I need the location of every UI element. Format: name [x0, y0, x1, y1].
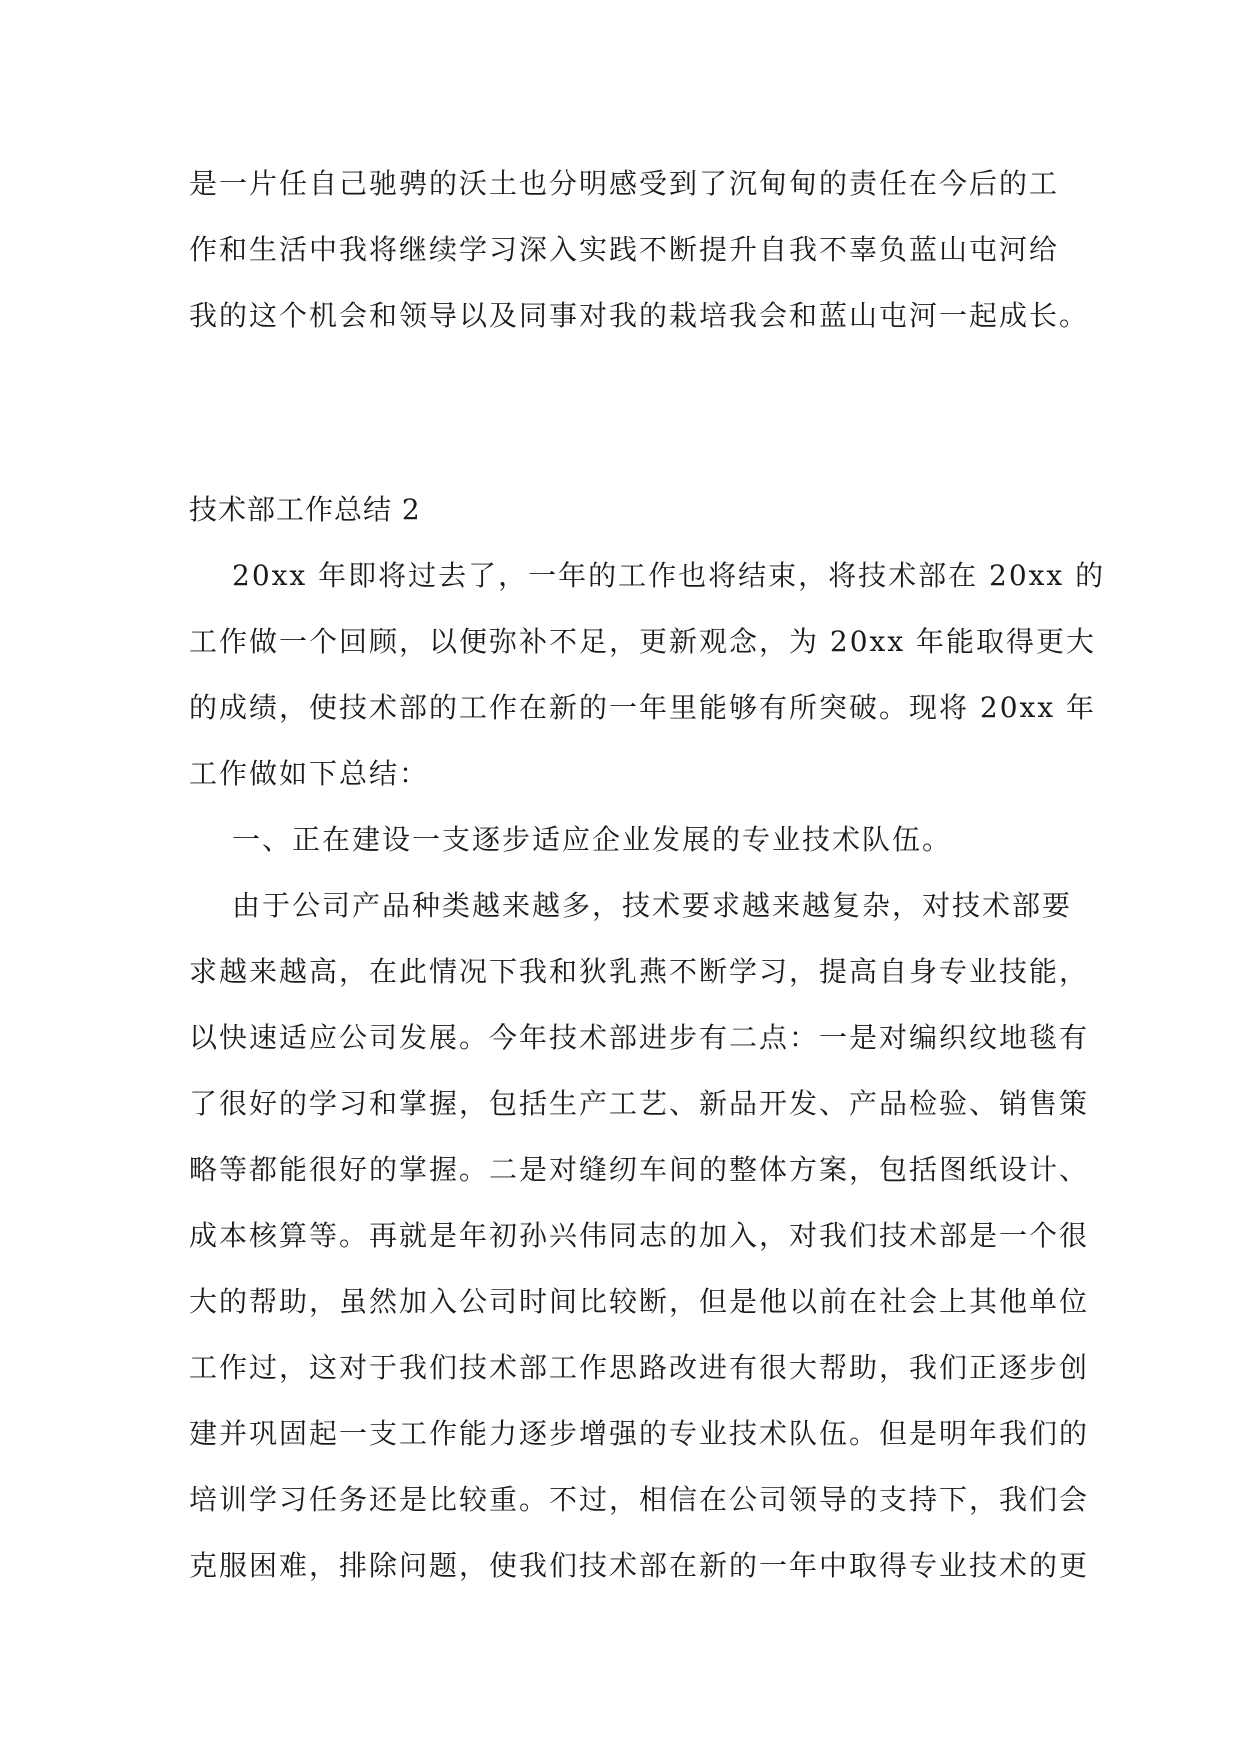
paragraph-line: 工作做如下总结：: [189, 757, 430, 790]
paragraph-line: 了很好的学习和掌握，包括生产工艺、新品开发、产品检验、销售策: [189, 1087, 1090, 1120]
paragraph-line: 建并巩固起一支工作能力逐步增强的专业技术队伍。但是明年我们的: [189, 1417, 1090, 1450]
paragraph-line: 求越来越高，在此情况下我和狄乳燕不断学习，提高自身专业技能，: [189, 955, 1090, 988]
paragraph-line: 培训学习任务还是比较重。不过，相信在公司领导的支持下，我们会: [189, 1483, 1090, 1516]
paragraph-line: 略等都能很好的掌握。二是对缝纫车间的整体方案，包括图纸设计、: [189, 1153, 1090, 1186]
paragraph-line: 由于公司产品种类越来越多，技术要求越来越复杂，对技术部要: [232, 889, 1073, 922]
paragraph-line: 克服困难，排除问题，使我们技术部在新的一年中取得专业技术的更: [189, 1549, 1090, 1582]
subsection-title: 一、正在建设一支逐步适应企业发展的专业技术队伍。: [232, 823, 953, 856]
paragraph-line: 工作做一个回顾，以便弥补不足，更新观念，为 20xx 年能取得更大: [189, 625, 1097, 658]
paragraph-line: 成本核算等。再就是年初孙兴伟同志的加入，对我们技术部是一个很: [189, 1219, 1090, 1252]
paragraph-line: 是一片任自己驰骋的沃土也分明感受到了沉甸甸的责任在今后的工: [189, 167, 1060, 200]
paragraph-line: 20xx 年即将过去了，一年的工作也将结束，将技术部在 20xx 的: [232, 559, 1106, 592]
paragraph-line: 作和生活中我将继续学习深入实践不断提升自我不辜负蓝山屯河给: [189, 233, 1060, 266]
paragraph-line: 大的帮助，虽然加入公司时间比较断，但是他以前在社会上其他单位: [189, 1285, 1090, 1318]
paragraph-line: 工作过，这对于我们技术部工作思路改进有很大帮助，我们正逐步创: [189, 1351, 1090, 1384]
paragraph-line: 我的这个机会和领导以及同事对我的栽培我会和蓝山屯河一起成长。: [189, 299, 1090, 332]
section-heading: 技术部工作总结 2: [189, 493, 421, 526]
paragraph-line: 以快速适应公司发展。今年技术部进步有二点：一是对编织纹地毯有: [189, 1021, 1090, 1054]
paragraph-line: 的成绩，使技术部的工作在新的一年里能够有所突破。现将 20xx 年: [189, 691, 1097, 724]
